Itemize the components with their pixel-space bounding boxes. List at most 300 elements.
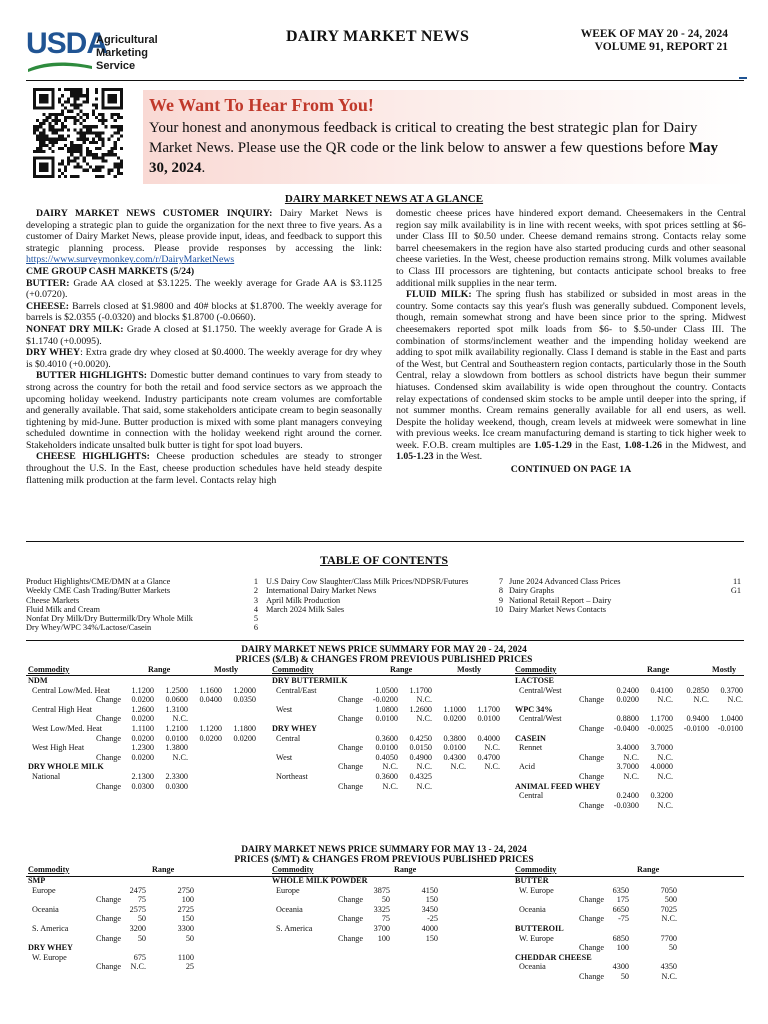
row-label: DRY WHOLE MILK	[28, 762, 104, 772]
price-value: N.C.	[484, 762, 500, 772]
column-header: Mostly	[457, 665, 482, 674]
row-label: BUTTER	[515, 876, 549, 885]
change-row	[272, 914, 512, 924]
table-header	[515, 865, 747, 875]
row-label: Oceania	[519, 904, 546, 914]
cme-nfdm: NONFAT DRY MILK: Grade A closed at $1.1750. The weekly average for Grade A is $1.1740 (+0.0095).	[26, 323, 382, 347]
price-value: 0.3200	[650, 791, 673, 801]
table-row	[28, 924, 268, 934]
price-value: 3325	[373, 904, 390, 914]
price-value: -0.0200	[372, 695, 398, 705]
row-label: Oceania	[32, 904, 59, 914]
row-label: Change	[338, 781, 364, 791]
price-value: 6850	[612, 933, 629, 943]
row-label: NDM	[28, 676, 48, 685]
row-label: WHOLE MILK POWDER	[272, 876, 368, 885]
change-row	[28, 914, 268, 924]
agency-name: Agricultural Marketing Service	[96, 34, 158, 72]
price-value: 100	[181, 895, 194, 905]
price-value: N.C.	[693, 695, 709, 705]
row-label: BUTTEROIL	[515, 923, 564, 933]
change-row	[515, 801, 747, 811]
toc-entry-label: Dairy Graphs	[509, 586, 554, 596]
price-value: 0.3600	[375, 771, 398, 781]
price-value: 6650	[612, 904, 629, 914]
price-value: 0.0200	[131, 714, 154, 724]
price-value: 3.4000	[616, 743, 639, 753]
toc-entry-page: 9	[498, 595, 503, 605]
glance-right-column	[396, 208, 746, 476]
price-value: 2575	[129, 904, 146, 914]
toc-entry-page: 3	[253, 595, 258, 605]
logo-swoosh-icon	[28, 60, 92, 72]
price-value: 7050	[660, 885, 677, 895]
row-label: Rennet	[519, 743, 543, 753]
qr-code-icon[interactable]	[33, 88, 123, 178]
table-row	[28, 772, 268, 782]
cme-heading: CME GROUP CASH MARKETS (5/24)	[26, 265, 195, 277]
table-row	[272, 905, 512, 915]
table-header	[272, 865, 512, 875]
toc-entry[interactable]	[509, 596, 741, 605]
commodity-category	[515, 705, 747, 715]
row-label: SMP	[28, 876, 46, 885]
toc-entry[interactable]	[509, 586, 741, 595]
toc-entry-label: June 2024 Advanced Class Prices	[509, 577, 621, 586]
toc-entry[interactable]	[26, 577, 258, 586]
cheese-highlights: CHEESE HIGHLIGHTS: Cheese production schedules are steady to stronger throughout the U.S. In the East, cheese production schedules have held steady despite flattening milk production at the farm level. Contacts relay high	[26, 451, 382, 486]
cheese-highlights-continued: domestic cheese prices have hindered export demand. Cheesemakers in the Central region say milk availability is in line with recent weeks, with spot prices settling at $6-under Class III to $0.50 under. Cheese demand remains strong. Contacts relay some barrel cheesemakers in the region have also started producing curds and other seasonal cheese varieties. In the West, cheese production remains strong. Milk volumes available to Class III processors are tightening, but contacts anticipate school breaks to free additional milk supplies in the near term.	[396, 208, 746, 289]
toc-entry-label: Weekly CME Cash Trading/Butter Markets	[26, 586, 171, 596]
price-value: -0.0100	[717, 723, 743, 733]
price-value: 500	[664, 895, 677, 905]
price-value: -0.0400	[613, 723, 639, 733]
price-value: 3200	[129, 923, 146, 933]
toc-entry-page: 6	[253, 623, 258, 633]
row-label: Change	[338, 695, 364, 705]
toc-entry-page: G1	[730, 586, 741, 596]
change-row	[515, 895, 747, 905]
price-value: 3300	[177, 923, 194, 933]
toc-entry-page: 2	[253, 586, 258, 596]
summary1-title: DAIRY MARKET NEWS PRICE SUMMARY FOR MAY 20 - 24, 2024	[241, 645, 527, 655]
row-label: W. Europe	[519, 885, 554, 895]
price-value: 0.0300	[131, 781, 154, 791]
price-value: N.C.	[172, 714, 188, 724]
row-label: Change	[96, 695, 122, 705]
row-label: Change	[96, 895, 122, 905]
column-header: Range	[152, 865, 175, 874]
change-row	[272, 695, 512, 705]
price-value: 0.0200	[443, 714, 466, 724]
toc-entry[interactable]	[26, 623, 258, 632]
row-label: Central Low/Med. Heat	[32, 685, 110, 695]
table-row	[272, 924, 512, 934]
table-row	[515, 714, 747, 724]
price-value: 1100	[177, 952, 194, 962]
price-value: 0.3800	[443, 733, 466, 743]
price-value: 1.1600	[199, 685, 222, 695]
column-header: Range	[647, 665, 670, 674]
change-row	[28, 782, 268, 792]
price-value: 0.0100	[165, 733, 188, 743]
toc-entry[interactable]	[266, 605, 503, 614]
price-value: 2.1300	[131, 771, 154, 781]
feedback-deadline: May 30, 2024	[149, 140, 719, 176]
price-value: 3875	[373, 885, 390, 895]
summary-col3	[515, 676, 747, 810]
change-row	[515, 695, 747, 705]
table-header	[515, 665, 747, 675]
toc-entry[interactable]	[26, 586, 258, 595]
butter-highlights: BUTTER HIGHLIGHTS: Domestic butter demand continues to vary from steady to strong across the country for both the retail and food service sectors as we approach the upcoming holiday weekend. Industry participants note cream volumes are comfortable and generally available. That said, some stakeholders anticipate cream to begin seasonally tightening by mid-June. Butter production is mixed with some plant managers conveying scheduled downtime in connection with the holiday weekend right around the corner. Stakeholders indicate unsalted bulk butter is tight for spot load buyers.	[26, 370, 382, 451]
row-label: S. America	[32, 923, 69, 933]
price-value: 1.1700	[477, 704, 500, 714]
price-value: 0.9400	[686, 714, 709, 724]
price-value: 4000	[421, 923, 438, 933]
price-value: 1.2000	[233, 685, 256, 695]
table-row	[515, 743, 747, 753]
logo-usda-text: USDA	[26, 27, 108, 60]
table-row	[272, 772, 512, 782]
change-row	[515, 914, 747, 924]
price-value: -0.0025	[647, 723, 673, 733]
toc-column-3	[509, 577, 741, 614]
toc-entry-page: 4	[253, 604, 258, 614]
change-row	[272, 714, 512, 724]
price-value: 75	[381, 914, 390, 924]
toc-title: TABLE OF CONTENTS	[319, 553, 449, 567]
price-value: 0.0100	[375, 743, 398, 753]
price-value: 0.0300	[165, 781, 188, 791]
toc-entry-label: Fluid Milk and Cream	[26, 604, 100, 614]
row-label: Central/West	[519, 685, 562, 695]
row-label: Northeast	[276, 771, 308, 781]
price-value: 1.2600	[409, 704, 432, 714]
commodity-category	[28, 676, 268, 686]
price-value: 2.3300	[165, 771, 188, 781]
continued-note: CONTINUED ON PAGE 1A	[510, 464, 632, 476]
row-label: W. Europe	[32, 952, 67, 962]
price-value: 1.1000	[443, 704, 466, 714]
customer-inquiry-paragraph: DAIRY MARKET NEWS CUSTOMER INQUIRY: Dairy Market News is developing a strategic plan to guide the organization for the next three to five years. As a customer of Dairy Market News, please provide input, ideas, and feedback to support this strategic planning process. Please provide responses by accessing the link: https://www.surveymonkey.com/r/DairyMarketNews	[26, 208, 382, 266]
price-value: N.C.	[382, 781, 398, 791]
change-row	[272, 743, 512, 753]
table-row	[28, 953, 268, 963]
price-value: 2725	[177, 904, 194, 914]
price-value: 0.2400	[616, 685, 639, 695]
price-value: 0.0350	[233, 695, 256, 705]
price-value: 0.0200	[233, 733, 256, 743]
row-label: Change	[579, 971, 605, 981]
toc-entry[interactable]	[26, 614, 258, 623]
change-row	[272, 934, 512, 944]
row-label: Change	[338, 743, 364, 753]
column-header: Commodity	[272, 665, 314, 674]
price-value: 1.2600	[131, 704, 154, 714]
row-label: National	[32, 771, 61, 781]
change-row	[515, 724, 747, 734]
toc-column-1	[26, 577, 258, 633]
row-label: WPC 34%	[515, 704, 553, 714]
row-label: Change	[96, 781, 122, 791]
toc-entry[interactable]	[509, 577, 741, 586]
change-row	[515, 772, 747, 782]
summary1-header-rule	[26, 675, 744, 676]
table-row	[28, 686, 268, 696]
commodity-category	[515, 676, 747, 686]
toc-entry-page: 7	[498, 577, 503, 586]
toc-entry[interactable]	[266, 596, 503, 605]
price-value: 675	[133, 952, 146, 962]
price-value: 100	[616, 943, 629, 953]
price-value: N.C.	[130, 962, 146, 972]
price-value: 0.4900	[409, 752, 432, 762]
toc-entry-label: April Milk Production	[266, 595, 341, 605]
price-value: 0.0200	[131, 733, 154, 743]
table-row	[515, 905, 747, 915]
table-row	[28, 905, 268, 915]
price-value: 1.1100	[131, 723, 154, 733]
price-value: 100	[377, 933, 390, 943]
price-value: N.C.	[661, 914, 677, 924]
column-header: Commodity	[272, 865, 314, 874]
row-label: West High Heat	[32, 743, 85, 753]
row-label: W. Europe	[519, 933, 554, 943]
price-value: N.C.	[623, 752, 639, 762]
price-value: 0.2400	[616, 791, 639, 801]
price-value: 4.0000	[650, 762, 673, 772]
price-value: 75	[137, 895, 146, 905]
row-label: CASEIN	[515, 733, 546, 743]
price-value: 1.1700	[409, 685, 432, 695]
change-row	[515, 972, 747, 982]
row-label: Change	[96, 733, 122, 743]
column-header: Range	[390, 665, 413, 674]
change-row	[28, 895, 268, 905]
toc-entry-page: 10	[494, 604, 503, 614]
price-value: 1.2100	[165, 723, 188, 733]
row-label: Change	[579, 723, 605, 733]
table-row	[272, 753, 512, 763]
commodity-category	[515, 782, 747, 792]
summary2-subtitle: PRICES ($/MT) & CHANGES FROM PREVIOUS PUBLISHED PRICES	[234, 855, 534, 865]
survey-link[interactable]: https://www.surveymonkey.com/r/DairyMarketNews	[26, 254, 235, 266]
row-label: Change	[338, 762, 364, 772]
column-header: Commodity	[515, 865, 557, 874]
price-value: 50	[381, 895, 390, 905]
price-value: 4300	[612, 962, 629, 972]
toc-entry-label: International Dairy Market News	[266, 586, 377, 596]
row-label: West	[276, 704, 293, 714]
summary-col1	[28, 676, 268, 791]
toc-entry[interactable]	[26, 605, 258, 614]
toc-entry-label: March 2024 Milk Sales	[266, 604, 345, 614]
toc-entry-page: 8	[498, 586, 503, 596]
table-row	[28, 886, 268, 896]
column-header: Range	[148, 665, 171, 674]
price-value: 6350	[612, 885, 629, 895]
price-value: 0.0200	[616, 695, 639, 705]
change-row	[272, 782, 512, 792]
change-row	[272, 895, 512, 905]
change-row	[28, 695, 268, 705]
table-header	[28, 865, 268, 875]
price-value: 1.0800	[375, 704, 398, 714]
cme-dry-whey: DRY WHEY: Extra grade dry whey closed at $0.4000. The weekly average for dry whey is $0.4010 (+0.0020).	[26, 347, 382, 370]
row-label: DRY WHEY	[28, 943, 73, 953]
row-label: Oceania	[519, 962, 546, 972]
change-row	[28, 753, 268, 763]
price-value: 0.0200	[131, 752, 154, 762]
price-value: 0.0100	[477, 714, 500, 724]
price-value: N.C.	[657, 771, 673, 781]
glance-left-column	[26, 208, 382, 486]
row-label: Change	[96, 914, 122, 924]
usda-logo	[26, 27, 196, 83]
header-accent-mark	[739, 77, 747, 79]
price-value: N.C.	[484, 743, 500, 753]
summary-col2	[272, 876, 512, 943]
price-value: 0.0400	[199, 695, 222, 705]
feedback-banner-heading: We Want To Hear From You!	[149, 95, 374, 115]
row-label: Change	[579, 800, 605, 810]
row-label: Oceania	[276, 904, 303, 914]
row-label: Change	[96, 714, 122, 724]
column-header: Mostly	[214, 665, 239, 674]
price-value: 1.1800	[233, 723, 256, 733]
price-value: 1.2500	[165, 685, 188, 695]
commodity-category	[272, 676, 512, 686]
table-row	[28, 743, 268, 753]
price-value: 0.4050	[375, 752, 398, 762]
commodity-category	[28, 876, 268, 886]
price-value: 50	[137, 933, 146, 943]
price-value: 50	[137, 914, 146, 924]
price-value: 1.1700	[650, 714, 673, 724]
commodity-category	[515, 953, 747, 963]
price-value: 7700	[660, 933, 677, 943]
toc-entry-page: 11	[733, 577, 741, 586]
price-value: 50	[620, 971, 629, 981]
price-value: 50	[185, 933, 194, 943]
change-row	[515, 753, 747, 763]
price-value: 150	[425, 895, 438, 905]
price-value: 50	[668, 943, 677, 953]
toc-entry-page: 5	[253, 614, 258, 624]
summary-col1	[28, 876, 268, 972]
price-value: N.C.	[657, 752, 673, 762]
table-row	[272, 705, 512, 715]
row-label: Change	[338, 914, 364, 924]
price-value: 0.4700	[477, 752, 500, 762]
row-label: DRY WHEY	[272, 723, 317, 733]
change-row	[28, 734, 268, 744]
summary2-title: DAIRY MARKET NEWS PRICE SUMMARY FOR MAY 13 - 24, 2024	[241, 845, 527, 855]
price-value: 3450	[421, 904, 438, 914]
commodity-category	[28, 943, 268, 953]
price-value: 0.0150	[409, 743, 432, 753]
price-value: 0.0200	[199, 733, 222, 743]
toc-entry-page: 1	[253, 577, 258, 586]
price-value: N.C.	[382, 762, 398, 772]
row-label: Europe	[32, 885, 56, 895]
column-header: Commodity	[515, 665, 557, 674]
price-value: N.C.	[416, 781, 432, 791]
row-label: Change	[96, 752, 122, 762]
toc-entry[interactable]	[266, 577, 503, 586]
price-value: 0.4250	[409, 733, 432, 743]
table-header	[28, 665, 268, 675]
row-label: Change	[579, 752, 605, 762]
fluid-milk: FLUID MILK: The spring flush has stabilized or subsided in most areas in the country. Some contacts say this year's flush was generally subdued. Component levels, though, remain somewhat strong and have been since prior to the spring. Midwest cheesemakers reported spot milk loads from $6- to $.50-under Class III. The combination of storms/inclement weather and the impending holiday weekend are adding to spot milk availability regionally. Class I demand is stable in the East and parts of the West, but Central and Southeastern region contacts, particularly those in the South Central, relay a slowdown from bottlers as school districts have begun their summer hiatuses. Condensed skim availability is wide open throughout the country. Contacts relay expectations of condensed skim stocks to be ample until deeper into the spring, if not summer months. Cream remains generally available for all end users, as well. Despite the holiday weekend, though, cream levels at midweek were somewhat in line with previous weeks. Ice cream manufacturing demand is starting to tick higher week to week. F.O.B. cream multiples are 1.05-1.29 in the East, 1.08-1.26 in the Midwest, and 1.05-1.23 in the West.	[396, 289, 747, 463]
toc-entry-label: Product Highlights/CME/DMN at a Glance	[26, 577, 171, 586]
price-value: 25	[185, 962, 194, 972]
price-value: 1.0400	[720, 714, 743, 724]
row-label: Change	[579, 895, 605, 905]
report-title: DAIRY MARKET NEWS	[286, 28, 470, 45]
section-divider	[26, 541, 744, 542]
row-label: DRY BUTTERMILK	[272, 676, 348, 685]
cme-cheese: CHEESE: Barrels closed at $1.9800 and 40# blocks at $1.8700. The weekly average for barrels is $2.0355 (-0.0320) and blocks $1.8700 (-0.0660).	[26, 300, 382, 324]
price-value: 0.8800	[616, 714, 639, 724]
row-label: Change	[579, 914, 605, 924]
header-divider	[26, 80, 744, 81]
change-row	[515, 943, 747, 953]
change-row	[272, 762, 512, 772]
summary-col3	[515, 876, 747, 982]
price-value: 0.0100	[375, 714, 398, 724]
price-value: 3.7000	[650, 743, 673, 753]
table-row	[515, 886, 747, 896]
row-label: Change	[338, 895, 364, 905]
price-value: -0.0100	[683, 723, 709, 733]
table-row	[515, 762, 747, 772]
toc-entry-label: Dry Whey/WPC 34%/Lactose/Casein	[26, 623, 152, 633]
commodity-category	[515, 734, 747, 744]
price-value: 1.0500	[375, 685, 398, 695]
column-header: Commodity	[28, 865, 70, 874]
toc-entry[interactable]	[26, 596, 258, 605]
price-value: 3700	[373, 923, 390, 933]
price-value: N.C.	[657, 800, 673, 810]
row-label: Change	[579, 943, 605, 953]
row-label: West	[276, 752, 293, 762]
row-label: CHEDDAR CHEESE	[515, 952, 592, 962]
price-value: 7025	[660, 904, 677, 914]
row-label: Central High Heat	[32, 704, 93, 714]
row-label: Change	[96, 962, 122, 972]
price-value: N.C.	[450, 762, 466, 772]
summary2-header-rule	[26, 876, 744, 877]
glance-title: DAIRY MARKET NEWS AT A GLANCE	[284, 193, 484, 205]
summary1-subtitle: PRICES ($/LB) & CHANGES FROM PREVIOUS PUBLISHED PRICES	[235, 655, 533, 665]
report-week: WEEK OF MAY 20 - 24, 2024 VOLUME 91, REPORT 21	[580, 28, 728, 53]
feedback-banner-text: Your honest and anonymous feedback is critical to creating the best strategic plan for Dairy Market News. Please use the QR code or the link below to answer a few questions before May 30, 2024.	[149, 120, 719, 176]
price-value: -25	[427, 914, 438, 924]
price-value: 0.3700	[720, 685, 743, 695]
change-row	[28, 962, 268, 972]
price-value: N.C.	[657, 695, 673, 705]
toc-column-2	[266, 577, 503, 614]
price-value: 3.7000	[616, 762, 639, 772]
row-label: Change	[96, 933, 122, 943]
column-header: Commodity	[28, 665, 70, 674]
toc-entry[interactable]	[266, 586, 503, 595]
price-value: 4150	[421, 885, 438, 895]
toc-entry[interactable]	[509, 605, 741, 614]
price-value: 175	[616, 895, 629, 905]
